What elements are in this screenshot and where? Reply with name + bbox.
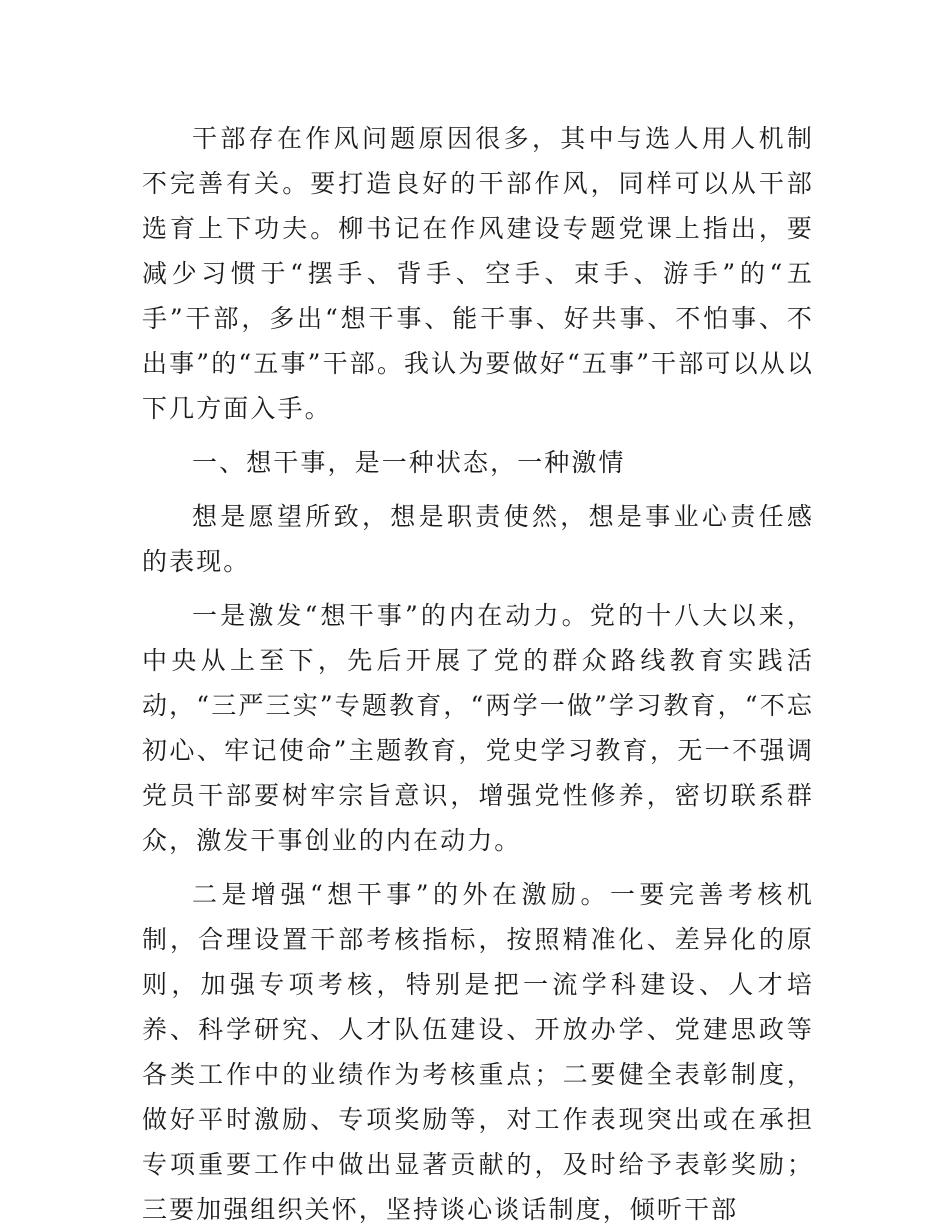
intro-paragraph: 干部存在作风问题原因很多，其中与选人用人机制不完善有关。要打造良好的干部作风，同样可以从干部选育上下功夫。柳书记在作风建设专题党课上指出，要减少习惯于“摆手、背手、空手、束手、游手”的“五手”干部，多出“想干事、能干事、好共事、不怕事、不出事”的“五事”干部。我认为要做好“五事”干部可以从以下几方面入手。 [142, 124, 814, 423]
point-two-paragraph: 二是增强“想干事”的外在激励。一要完善考核机制，合理设置干部考核指标，按照精准化、差异化的原则，加强专项考核，特别是把一流学科建设、人才培养、科学研究、人才队伍建设、开放办学、党建思政等各类工作中的业绩作为考核重点；二要健全表彰制度，做好平时激励、专项奖励等，对工作表现突出或在承担专项重要工作中做出显著贡献的，及时给予表彰奖励；三要加强组织关怀，坚持谈心谈话制度，倾听干部 [142, 880, 814, 1224]
section-heading: 一、想干事，是一种状态，一种激情 [192, 448, 626, 477]
point-one-paragraph: 一是激发“想干事”的内在动力。党的十八大以来，中央从上至下，先后开展了党的群众路线教育实践活动，“三严三实”专题教育，“两学一做”学习教育，“不忘初心、牢记使命”主题教育，党史学习教育，无一不强调党员干部要树牢宗旨意识，增强党性修养，密切联系群众，激发干事创业的内在动力。 [142, 601, 814, 855]
document-page [142, 116, 814, 1232]
section-summary-paragraph: 想是愿望所致，想是职责使然，想是事业心责任感的表现。 [142, 502, 814, 576]
